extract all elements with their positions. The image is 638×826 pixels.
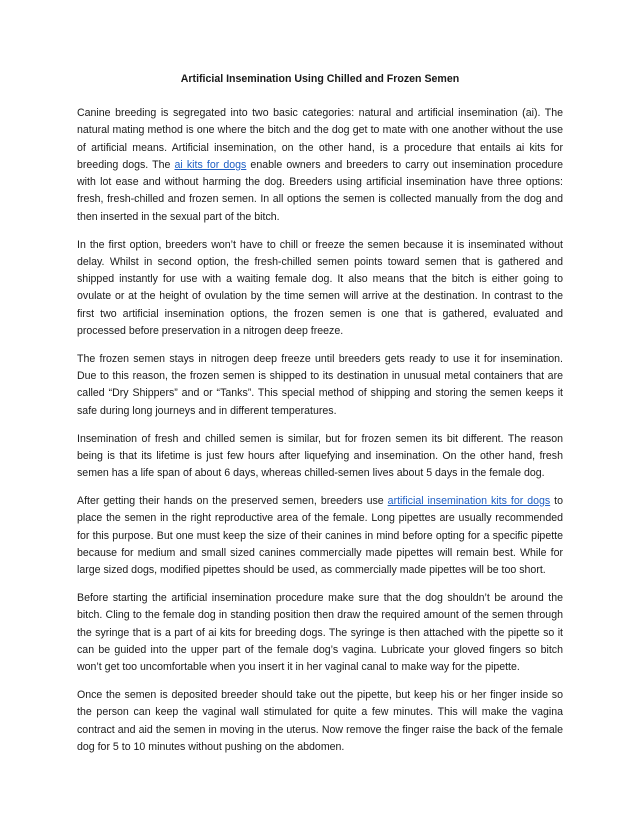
paragraph-4: Insemination of fresh and chilled semen is similar, but for frozen semen its bit different. The reason being is that its lifetime is just few hours after liquefying and insemination. On the other hand, fresh semen has a life span of about 6 days, whereas chilled-semen lives about 5 days in the female dog. <box>77 432 563 480</box>
paragraph-3: The frozen semen stays in nitrogen deep freeze until breeders gets ready to use it for insemination. Due to this reason, the frozen semen is shipped to its destination in unusual metal containers that are called “Dry Shippers” and or “Tanks”. This special method of shipping and storing the semen keeps it safe during long journeys and in different temperatures. <box>77 352 563 417</box>
ai-kits-for-dogs-link[interactable]: ai kits for dogs <box>174 158 247 171</box>
paragraph-1-text-before: Canine breeding is segregated into two basic categories: natural and artificial insemination (ai). The natural mating method is one where the bitch and the dog get to mate with one another without the use of artificial means. Artificial insemination, on the other hand, is a procedure that entails ai kits for breeding dogs. The <box>77 107 563 171</box>
paragraph-5-text-before: After getting their hands on the preserved semen, breeders use <box>77 494 388 507</box>
paragraph-2: In the first option, breeders won’t have to chill or freeze the semen because it is inseminated without delay. Whilst in second option, the fresh-chilled semen points toward semen that is gathered and shipped instantly for use with a waiting female dog. It also means that the bitch is either going to ovulate or at the height of ovulation by the time semen will arrive at the destination. In contrast to the first two artificial insemination options, the frozen semen is one that is gathered, evaluated and processed before preservation in a nitrogen deep freeze. <box>77 238 563 338</box>
page-title: Artificial Insemination Using Chilled and Frozen Semen <box>180 73 460 85</box>
paragraph-5-text-after: to place the semen in the right reproductive area of the female. Long pipettes are usually recommended for this purpose. But one must keep the size of their canines in mind before opting for a specific pipette because for medium and small sized canines commercially made pipettes will remain best. While for large sized dogs, modified pipettes should be used, as commercially made pipettes will be too short. <box>77 494 563 577</box>
paragraph-1 <box>77 105 563 226</box>
paragraph-7: Once the semen is deposited breeder should take out the pipette, but keep his or her finger inside so the person can keep the vaginal wall stimulated for quite a few minutes. This will make the vagina contract and aid the semen in moving in the uterus. Now remove the finger raise the back of the female dog for 5 to 10 minutes without pushing on the abdomen. <box>77 688 563 753</box>
document-page <box>77 72 563 767</box>
artificial-insemination-kits-link[interactable]: artificial insemination kits for dogs <box>387 494 551 507</box>
paragraph-6: Before starting the artificial insemination procedure make sure that the dog shouldn’t be around the bitch. Cling to the female dog in standing position then draw the required amount of the semen through the syringe that is a part of ai kits for breeding dogs. The syringe is then attached with the pipette so it can be guided into the upper part of the female dog’s vagina. Lubricate your gloved fingers so bitch won’t get too uncomfortable when you insert it in her vaginal canal to make way for the pipette. <box>77 591 563 674</box>
paragraph-5 <box>77 493 563 579</box>
paragraph-1-text-after: enable owners and breeders to carry out insemination procedure with lot ease and without harming the dog. Breeders using artificial insemination have three options: fresh, fresh-chilled and frozen semen. In all options the semen is collected manually from the dog and then inserted in the sexual part of the bitch. <box>77 158 563 223</box>
